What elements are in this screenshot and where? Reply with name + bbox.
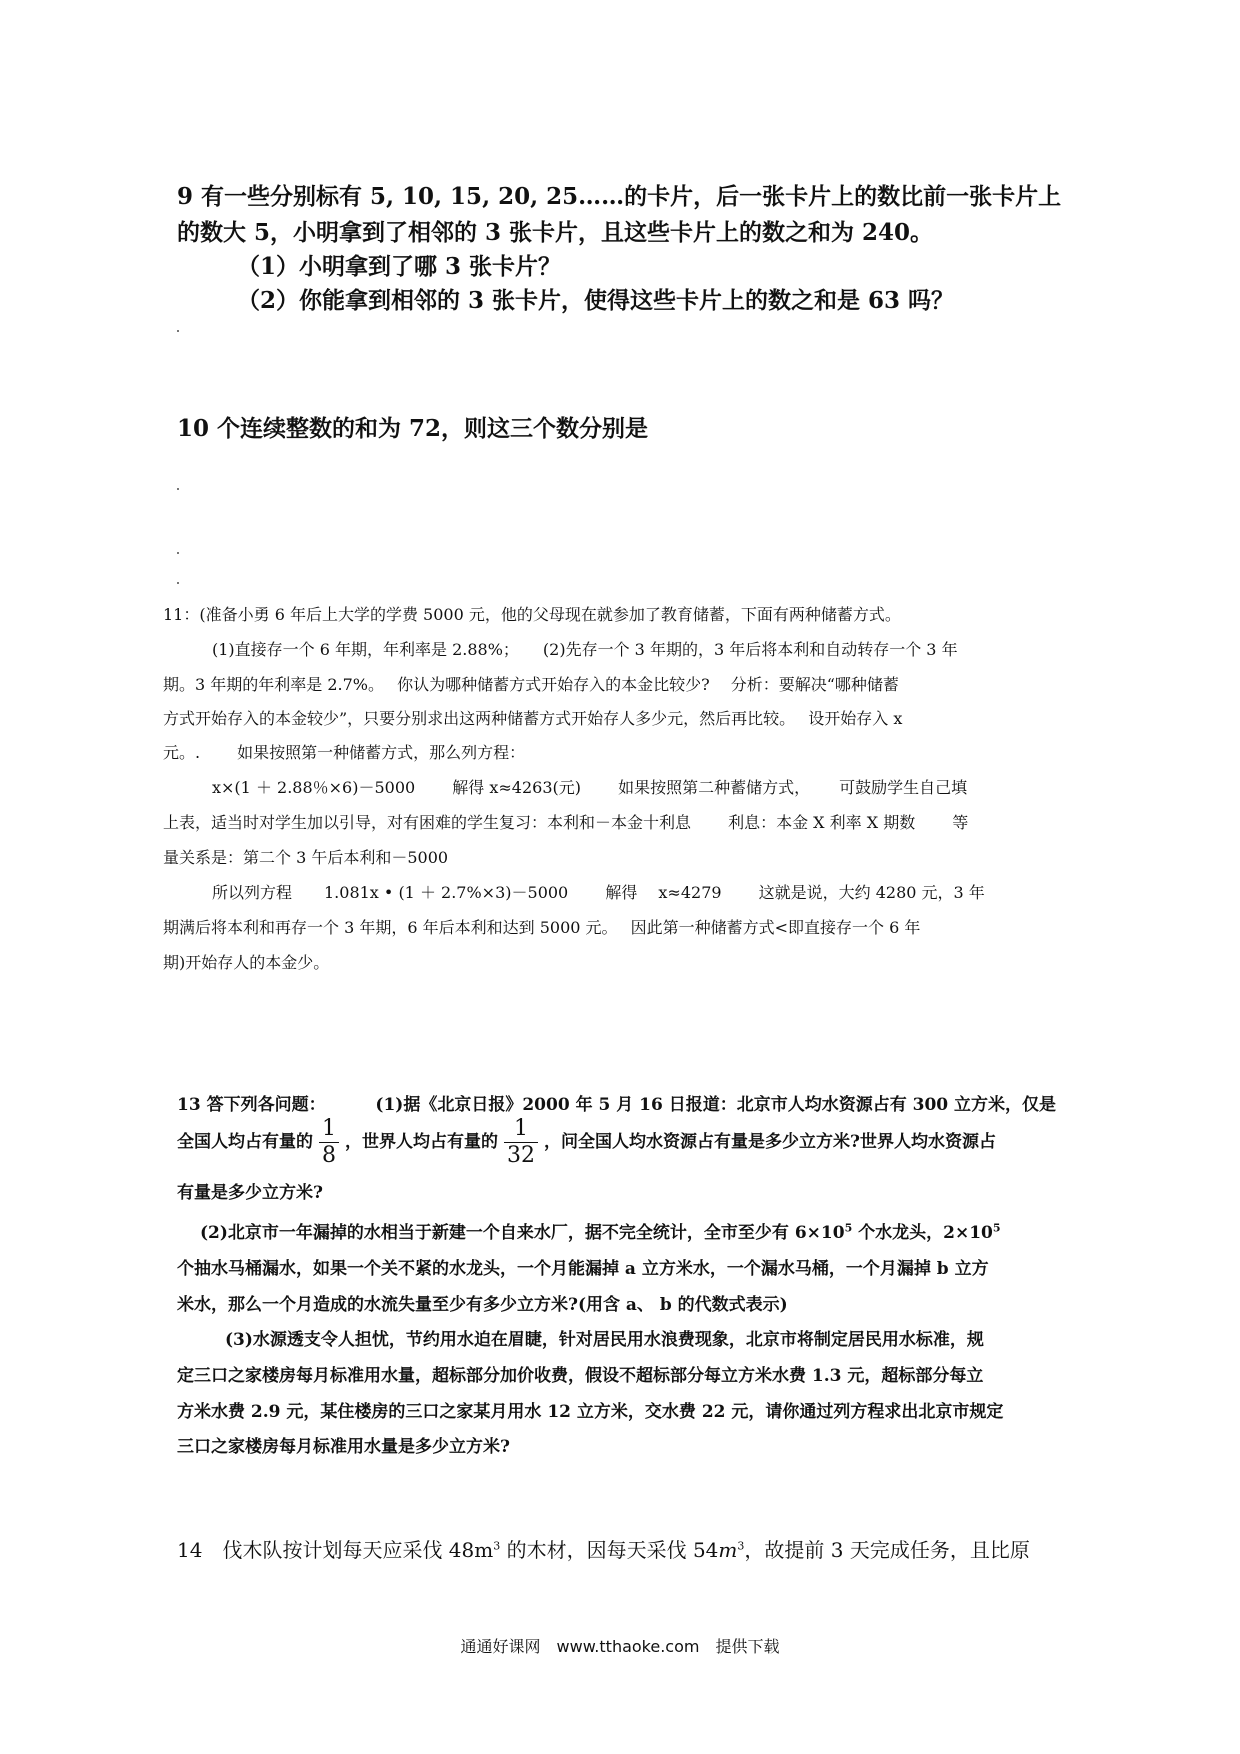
scan-dot — [177, 582, 179, 584]
q13-part-2-line-2: 个抽水马桶漏水，如果一个关不紧的水龙头，一个月能漏掉 a 立方米水，一个漏水马桶，一个月漏掉 b 立方 — [177, 1259, 989, 1279]
fraction-one-thirty-second — [504, 1116, 538, 1169]
q13-part-3-line-2: 定三口之家楼房每月标准用水量，超标部分加价收费，假设不超标部分每立方米水费 1.3 元，超标部分每立 — [177, 1366, 984, 1386]
q9-sub-1: （1）小明拿到了哪 3 张卡片？ — [237, 253, 562, 280]
q13-part-3-line-1: (3)水源透支令人担忧，节约用水迫在眉睫，针对居民用水浪费现象，北京市将制定居民用水标准，规 — [225, 1330, 984, 1350]
q13-heading: 13 答下列各问题： — [177, 1095, 326, 1115]
scan-dot — [177, 552, 179, 554]
fraction-denominator: 32 — [504, 1142, 538, 1169]
q9-sub-2: （2）你能拿到相邻的 3 张卡片，使得这些卡片上的数之和是 63 吗？ — [237, 287, 955, 314]
q11-line-8: 量关系是：第二个 3 午后本利和－5000 — [163, 848, 449, 867]
q13-text: (2)北京市一年漏掉的水相当于新建一个自来水厂，据不完全统计，全市至少有 6×10 — [200, 1223, 845, 1243]
exponent: 5 — [844, 1221, 853, 1235]
exponent: 5 — [992, 1221, 1001, 1235]
q13-line-1 — [177, 1090, 1056, 1115]
q10-line-1: 10 个连续整数的和为 72，则这三个数分别是 — [177, 415, 649, 442]
fraction-denominator: 8 — [319, 1142, 339, 1169]
q13-line-2 — [177, 1116, 996, 1169]
q11-line-11: 期)开始存人的本金少。 — [163, 953, 330, 972]
q11-line-4: 方式开始存入的本金较少”，只要分别求出这两种储蓄方式开始存人多少元，然后再比较。 设开始存入 x — [163, 709, 903, 728]
q13-part-2-line-3: 米水，那么一个月造成的水流失量至少有多少立方米?(用含 a、 b 的代数式表示) — [177, 1295, 788, 1315]
q14-text: 的木材，因每天采伐 54 — [500, 1538, 719, 1562]
q11-line-7: 上表，适当时对学生加以引导，对有困难的学生复习：本利和－本金十利息 利息：本金 X 利率 X 期数 等 — [163, 813, 969, 832]
q14-text: ，故提前 3 天完成任务，且比原 — [744, 1538, 1030, 1562]
q13-line-3: 有量是多少立方米? — [177, 1183, 323, 1203]
fraction-numerator: 1 — [514, 1116, 528, 1141]
scan-dot — [177, 488, 179, 490]
q14-text: 14 伐木队按计划每天应采伐 48m — [177, 1538, 494, 1562]
q13-part-3-line-4: 三口之家楼房每月标准用水量是多少立方米? — [177, 1437, 510, 1457]
scan-dot — [177, 330, 179, 332]
q13-part-3-line-3: 方米水费 2.9 元，某住楼房的三口之家某月用水 12 立方米，交水费 22 元，请你通过列方程求出北京市规定 — [177, 1402, 1004, 1422]
q13-part-2-line-1 — [200, 1218, 1001, 1243]
q13-text: ，问全国人均水资源占有量是多少立方米?世界人均水资源占 — [544, 1132, 996, 1152]
q13-text: 全国人均占有量的 — [177, 1132, 313, 1152]
q11-line-2: (1)直接存一个 6 年期，年利率是 2.88%； (2)先存一个 3 年期的，3 年后将本利和自动转存一个 3 年 — [212, 640, 958, 659]
q11-line-3: 期。3 年期的年利率是 2.7%。 你认为哪种储蓄方式开始存入的本金比较少? 分析：要解决“哪种储蓄 — [163, 675, 899, 694]
page-footer: 通通好课网 www.tthaoke.com 提供下载 — [460, 1637, 780, 1656]
q9-line-2: 的数大 5，小明拿到了相邻的 3 张卡片，且这些卡片上的数之和为 240。 — [177, 219, 934, 246]
q11-line-6: x×(1 ＋ 2.88％×6)－5000 解得 x≈4263(元) 如果按照第二种蓄储方式， 可鼓励学生自己填 — [212, 778, 968, 797]
unit-m: m — [718, 1538, 738, 1562]
exponent: 3 — [493, 1539, 501, 1553]
q11-line-5: 元。. 如果按照第一种储蓄方式，那么列方程： — [163, 743, 526, 762]
q13-text: 个水龙头，2×10 — [852, 1223, 993, 1243]
q11-line-1: 11：(准备小勇 6 年后上大学的学费 5000 元，他的父母现在就参加了教育储蓄，下面有两种储蓄方式。 — [163, 605, 901, 624]
q9-line-1: 9 有一些分别标有 5, 10, 15, 20, 25……的卡片，后一张卡片上的数比前一张卡片上 — [177, 183, 1062, 210]
q11-line-9: 所以列方程 1.081x • (1 ＋ 2.7%×3)－5000 解得 x≈4279 这就是说，大约 4280 元，3 年 — [212, 883, 985, 902]
exponent: 3 — [737, 1539, 745, 1553]
q13-text: ，世界人均占有量的 — [345, 1132, 498, 1152]
q14-line-1 — [177, 1534, 1030, 1563]
fraction-numerator: 1 — [322, 1116, 336, 1141]
fraction-one-eighth — [319, 1116, 339, 1169]
q13-part-1-intro: (1)据《北京日报》2000 年 5 月 16 日报道：北京市人均水资源占有 300 立方米，仅是 — [375, 1095, 1057, 1115]
q11-line-10: 期满后将本利和再存一个 3 年期，6 年后本利和达到 5000 元。 因此第一种储蓄方式<即直接存一个 6 年 — [163, 918, 921, 937]
